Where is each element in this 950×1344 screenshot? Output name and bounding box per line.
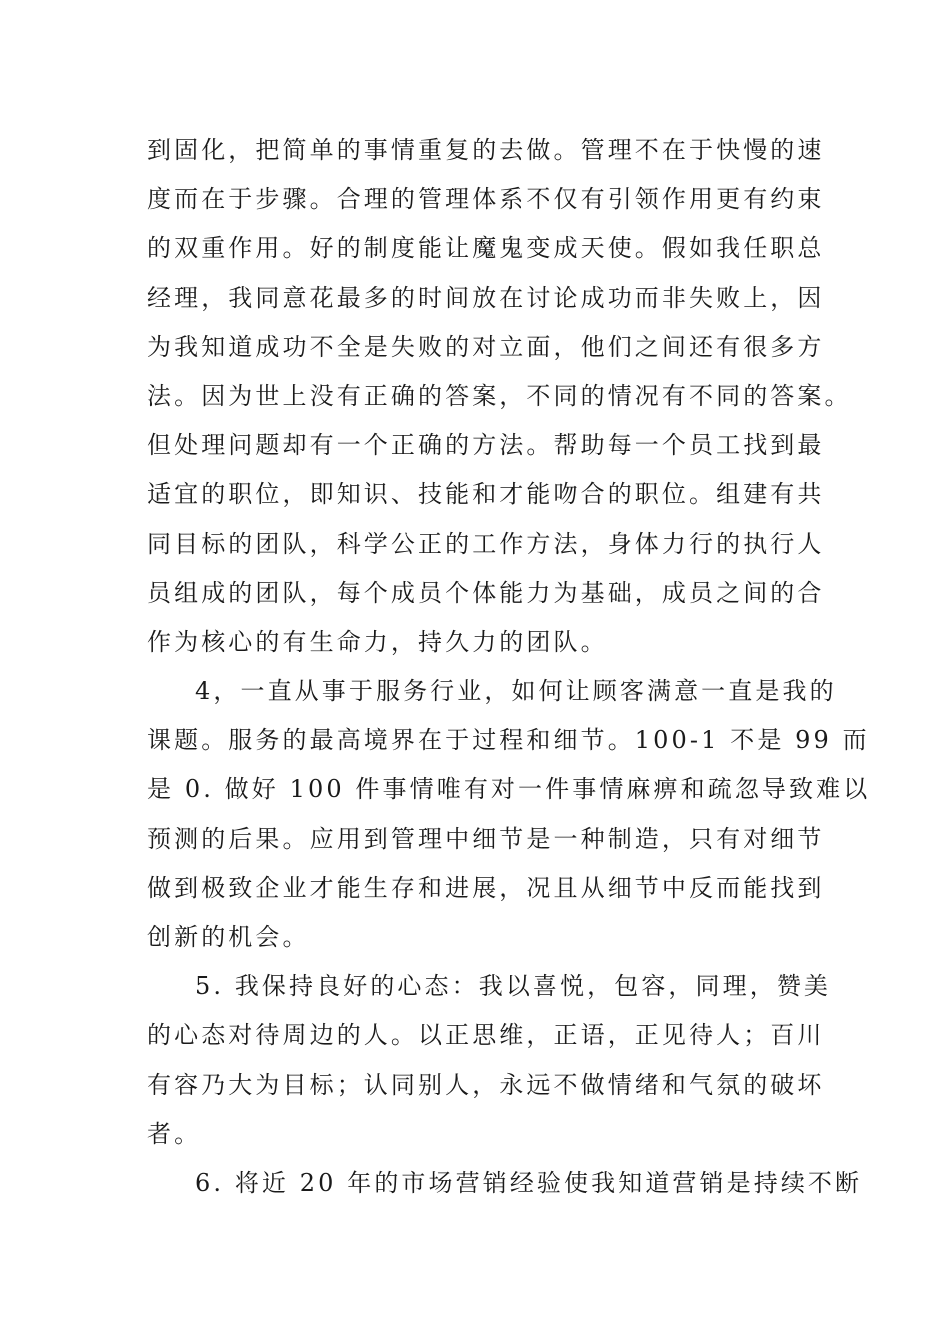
text-line: 创新的机会。 — [147, 923, 310, 951]
text-line: 适宜的职位，即知识、技能和才能吻合的职位。组建有共 — [147, 480, 825, 509]
text-line: 到固化，把简单的事情重复的去做。管理不在于快慢的速 — [147, 136, 825, 164]
paragraph-start-line: 5. 我保持良好的心态：我以喜悦，包容，同理，赞美 — [195, 972, 832, 1001]
text-line: 作为核心的有生命力，持久力的团队。 — [147, 627, 608, 656]
text-line: 有容乃大为目标；认同别人，永远不做情绪和气氛的破坏 — [147, 1070, 825, 1099]
text-line: 做到极致企业才能生存和进展，况且从细节中反而能找到 — [147, 873, 825, 902]
text-line: 度而在于步骤。合理的管理体系不仅有引领作用更有约束 — [147, 185, 825, 214]
text-line: 员组成的团队，每个成员个体能力为基础，成员之间的合 — [147, 578, 825, 607]
body-text — [147, 126, 871, 1208]
text-line: 的双重作用。好的制度能让魔鬼变成天使。假如我任职总 — [147, 234, 825, 263]
text-line: 的心态对待周边的人。以正思维，正语，正见待人；百川 — [147, 1021, 825, 1050]
paragraph-start-line: 4，一直从事于服务行业，如何让顾客满意一直是我的 — [195, 677, 837, 706]
text-line: 课题。服务的最高境界在于过程和细节。100-1 不是 99 而 — [147, 726, 870, 755]
text-line: 经理，我同意花最多的时间放在讨论成功而非失败上，因 — [147, 283, 825, 312]
text-line: 预测的后果。应用到管理中细节是一种制造，只有对细节 — [147, 824, 825, 853]
text-line: 是 0. 做好 100 件事情唯有对一件事情麻痹和疏忽导致难以 — [147, 775, 871, 804]
paragraph-start-line: 6. 将近 20 年的市场营销经验使我知道营销是持续不断 — [195, 1168, 863, 1197]
text-line: 者。 — [147, 1119, 202, 1148]
text-line: 同目标的团队，科学公正的工作方法，身体力行的执行人 — [147, 529, 825, 558]
text-line: 但处理问题却有一个正确的方法。帮助每一个员工找到最 — [147, 431, 825, 460]
text-line: 为我知道成功不全是失败的对立面，他们之间还有很多方 — [147, 332, 825, 361]
text-line: 法。因为世上没有正确的答案，不同的情况有不同的答案。 — [147, 381, 852, 410]
